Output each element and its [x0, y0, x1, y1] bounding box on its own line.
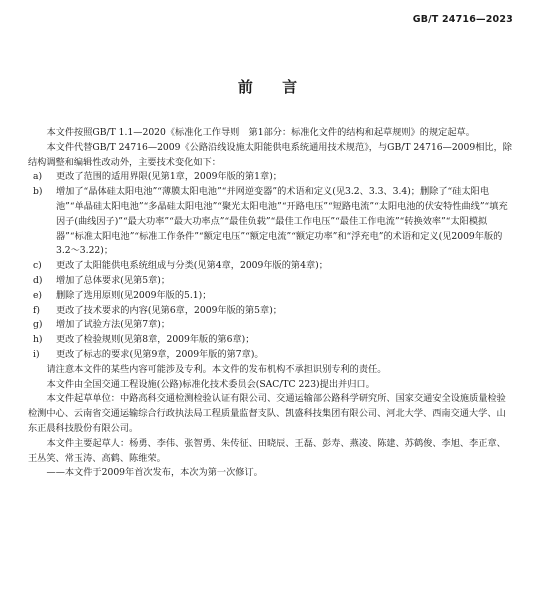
list-marker: a) [33, 171, 43, 183]
list-item [28, 333, 512, 348]
list-item-text: 删除了选用原则(见2009年版的5.1)； [56, 289, 212, 301]
list-item-text: 更改了太阳能供电系统组成与分类(见第4章，2009年版的第4章)； [56, 260, 328, 272]
paragraph-proposer: 本文件由全国交通工程设施(公路)标准化技术委员会(SAC/TC 223)提出并归口。 [46, 378, 375, 390]
list-marker: e) [33, 289, 43, 301]
list-item-text: 增加了“晶体硅太阳电池”“薄膜太阳电池”“并网逆变器”的术语和定义(见3.2、3.3、3.4)；删除了“硅太阳电池”“单晶硅太阳电池”“多晶硅太阳电池”“聚光太阳电池”“开路电压”“短路电流”“太阳电池的伏安特性曲线”“填充因子(曲线因子)”“最大功率”“最大功率点”“最佳负载”“最佳工作电压”“最佳工作电流”“转换效率”“太阳模拟器”“标准太阳电池”“标准工作条件”“额定电压”“额定电流”“额定功率”和“浮充电”的术语和定义(见2009年版的3.2～3.22)； [56, 186, 508, 257]
foreword-body [28, 126, 512, 481]
list-marker: f) [33, 304, 40, 316]
list-item [28, 289, 512, 304]
list-item-text: 增加了试验方法(见第7章)； [56, 319, 171, 331]
list-item [28, 274, 512, 289]
paragraph-drafters: 本文件主要起草人：杨勇、李伟、张智勇、朱传征、田晓辰、王磊、彭寿、燕凌、陈建、苏鹤俊、李旭、李正章、王丛笑、常玉涛、高鹤、陈维荣。 [28, 437, 506, 464]
page-title: 前 言 [237, 78, 310, 96]
standard-code-header: GB/T 24716—2023 [412, 14, 513, 25]
list-item [28, 304, 512, 319]
list-marker: b) [33, 186, 43, 198]
list-marker: h) [33, 334, 43, 346]
list-marker: g) [33, 319, 43, 331]
list-item [28, 318, 512, 333]
paragraph-history: ——本文件于2009年首次发布，本次为第一次修订。 [46, 467, 263, 479]
list-item [28, 348, 512, 363]
list-item-text: 增加了总体要求(见第5章)； [56, 274, 171, 286]
paragraph-patent-notice: 请注意本文件的某些内容可能涉及专利。本文件的发布机构不承担识别专利的责任。 [46, 363, 387, 375]
list-item-text: 更改了范围的适用界限(见第1章，2009年版的第1章)； [56, 171, 282, 183]
list-item-text: 更改了检验规则(见第8章，2009年版的第6章)； [56, 334, 255, 346]
paragraph-drafting-units: 本文件起草单位：中路高科交通检测检验认证有限公司、交通运输部公路科学研究所、国家交通安全设施质量检验检测中心、云南省交通运输综合行政执法局工程质量监督支队、凯盛科技集团有限公司、河北大学、西南交通大学、山东正晨科技股份有限公司。 [28, 393, 506, 434]
list-item [28, 170, 512, 185]
list-item [28, 185, 512, 259]
list-marker: c) [33, 260, 42, 272]
list-marker: i) [33, 348, 40, 360]
list-item-text: 更改了技术要求的内容(见第6章，2009年版的第5章)； [56, 304, 282, 316]
paragraph-drafting-rule: 本文件按照GB/T 1.1—2020《标准化工作导则 第1部分：标准化文件的结构和起草规则》的规定起草。 [46, 127, 475, 138]
list-item-text: 更改了标志的要求(见第9章，2009年版的第7章)。 [56, 348, 264, 360]
paragraph-replacement: 本文件代替GB/T 24716—2009《公路沿线设施太阳能供电系统通用技术规范》，与GB/T 24716—2009相比，除结构调整和编辑性改动外，主要技术变化如下： [28, 141, 512, 168]
list-item [28, 259, 512, 274]
list-marker: d) [33, 274, 43, 286]
